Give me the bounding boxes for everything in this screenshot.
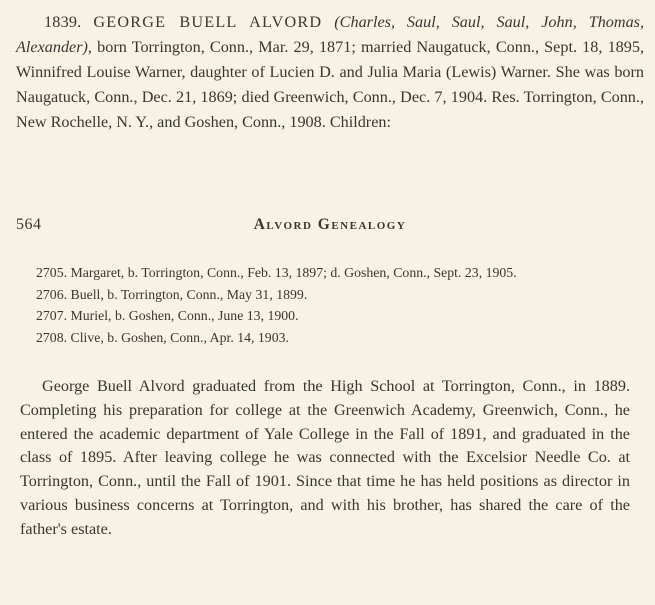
entry-text: , born Torrington, Conn., Mar. 29, 1871; married Naugatuck, Conn., Sept. 18, 1895, Winnifred Louise Warner, daughter of Lucien D. and Julia Maria (Lewis) Warner. She was born Naugatuck, Conn., Dec. 21, 1869; died Greenwich, Conn., Dec. 7, 1904. Res. Torrington, Conn., New Rochelle, N. Y., and Goshen, Conn., 1908. Children: xyxy=(16,38,644,131)
entry-ancestry: (Charles, Saul, Saul, Saul, John, Thomas, Alexander) xyxy=(16,13,645,56)
child-number: 2705. xyxy=(36,265,68,280)
children-list xyxy=(36,262,636,348)
genealogy-entry xyxy=(16,10,644,135)
child-text: Muriel, b. Goshen, Conn., June 13, 1900. xyxy=(70,308,299,323)
list-item xyxy=(36,284,636,306)
list-item xyxy=(36,262,636,284)
child-number: 2706. xyxy=(36,286,68,302)
list-item xyxy=(36,305,636,327)
page-number: 564 xyxy=(16,216,42,233)
child-number: 2708. xyxy=(36,329,68,345)
running-head xyxy=(16,216,644,240)
entry-number: 1839. xyxy=(44,13,82,31)
child-number: 2707. xyxy=(36,308,68,323)
list-item xyxy=(36,327,636,349)
child-text: Margaret, b. Torrington, Conn., Feb. 13, 1897; d. Goshen, Conn., Sept. 23, 1905. xyxy=(70,265,517,280)
child-text: Buell, b. Torrington, Conn., May 31, 1899. xyxy=(70,286,308,302)
page-title: Alvord Genealogy xyxy=(253,216,407,233)
child-text: Clive, b. Goshen, Conn., Apr. 14, 1903. xyxy=(70,329,289,345)
biography-paragraph: George Buell Alvord graduated from the High School at Torrington, Conn., in 1889. Completing his preparation for college at the Greenwich Academy, Greenwich, Conn., he entered the academic department of Yale College in the Fall of 1891, and graduated in the class of 1895. After leaving college he was connected with the Excelsior Needle Co. at Torrington, Conn., until the Fall of 1901. Since that time he has held positions as director in various business concerns at Torrington, and with his brother, has shared the care of the father's estate. xyxy=(20,377,630,538)
entry-name: GEORGE BUELL ALVORD xyxy=(93,13,323,31)
